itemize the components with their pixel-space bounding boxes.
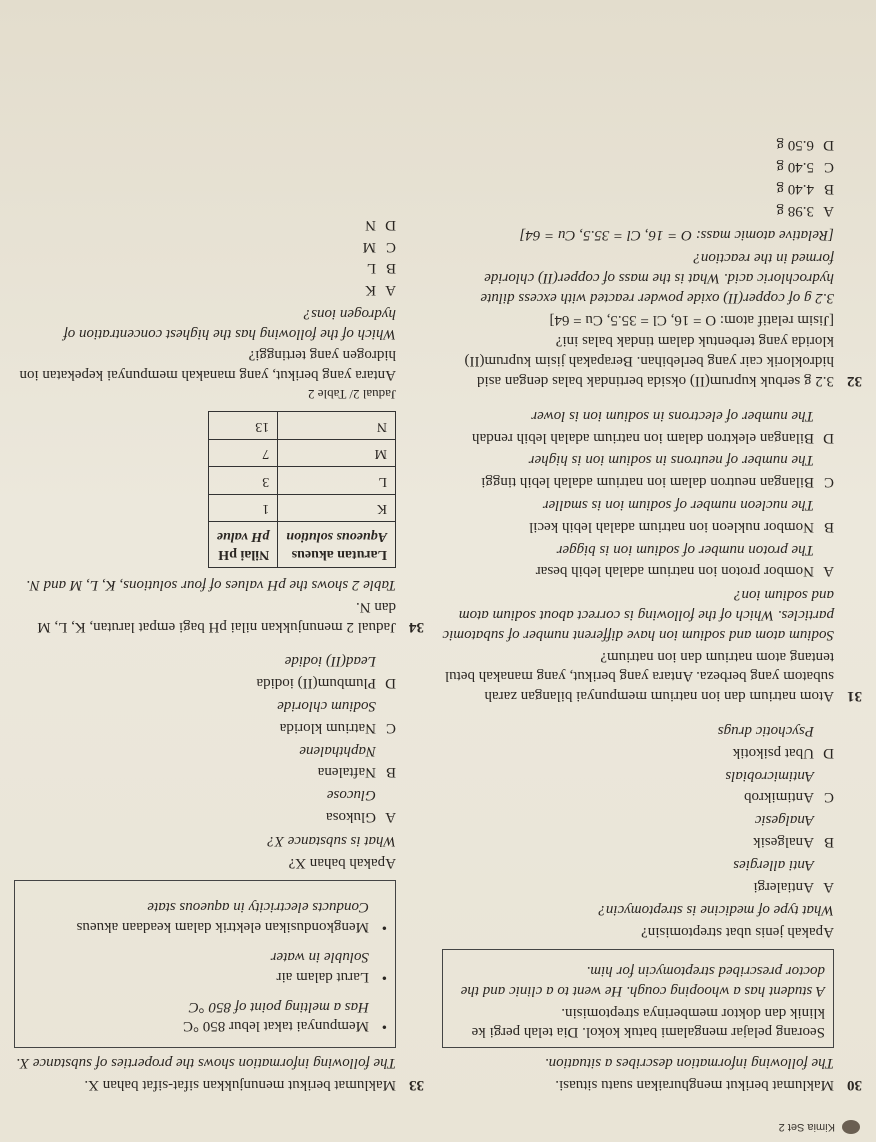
option-a-en: Glucose (326, 787, 376, 804)
option-a[interactable]: A Antialergi (753, 878, 834, 895)
property-item: • Mempunyai takat lebur 850 °C Has a melting point of 850 °C (23, 992, 387, 1036)
situation-box (442, 949, 834, 1048)
option-d-en: Lead(II) iodide (284, 653, 376, 670)
options (442, 135, 834, 220)
option-b-en: The nucleon number of sodium ion is smaller (542, 497, 814, 514)
bullet-icon: • (381, 1018, 387, 1035)
question-en: Which of the following has the highest concentration of hydrogen ions? (63, 305, 396, 342)
publisher-logo-icon (842, 1120, 860, 1134)
header-text: Kimia Set 2 (778, 1121, 835, 1134)
option-a[interactable]: A K (365, 282, 396, 299)
properties-box (14, 880, 396, 1049)
option-d[interactable]: D Ubat psikotik (732, 744, 834, 761)
option-c[interactable]: C Bilangan neutron dalam ion natrium adalah lebih tinggi (481, 474, 834, 491)
option-a[interactable]: A Glukosa (326, 809, 396, 826)
question-33 (14, 648, 424, 1094)
ph-table (208, 411, 396, 568)
question-ms: Atom natrium dan ion natrium mempunyai bilangan zarah subatom yang berbeza. Antara yang berikut, yang manakah betul tentang atom natrium dan ion natrium? (444, 648, 834, 705)
option-c-en: The number of neutrons in sodium ion is higher (528, 452, 814, 469)
question-en: What is substance X? (267, 832, 396, 849)
situation-ms: Seorang pelajar mengalami batuk kokol. Dia telah pergi ke klinik dan doktor memberinya streptomisin. (471, 1004, 825, 1041)
property-item: • Larut dalam air Soluble in water (23, 942, 387, 986)
question-30 (442, 717, 862, 1094)
options (14, 651, 396, 826)
question-number: 32 (847, 373, 862, 390)
question-number: 30 (847, 1077, 862, 1093)
table-row: M 7 (208, 439, 395, 466)
option-b[interactable]: B Naftalena (317, 764, 396, 781)
mass-en: [Relative atomic mass: O = 16, Cl = 35.5, Cu = 64] (519, 226, 834, 243)
question-ms: Apakah jenis ubat streptomisin? (641, 924, 834, 941)
intro-ms: Jadual 2 menunjukkan nilai pH bagi empat larutan, K, L, M dan N. (37, 598, 396, 635)
option-c-en: Sodium chloride (277, 698, 376, 715)
question-number: 33 (409, 1077, 424, 1093)
option-c[interactable]: C M (362, 238, 396, 255)
column-header-ph: Nilai pH pH value (208, 522, 278, 568)
option-b-en: Naphthalene (299, 742, 376, 759)
question-number: 34 (409, 618, 424, 635)
option-d[interactable]: D Plumbum(II) iodida (256, 675, 396, 692)
column-header-solution: Larutan akueus Aqueous solution (278, 522, 396, 568)
bullet-icon: • (381, 919, 387, 936)
option-b[interactable]: B L (366, 260, 396, 277)
option-b[interactable]: B 4.40 g (776, 180, 834, 197)
question-en: 3.2 g of copper(II) oxide powder reacted with excess dilute hydrochloric acid. What is the mass of copper(II) chloride formed in the reaction? (480, 250, 834, 306)
option-c-en: Antimicrobials (725, 767, 814, 784)
page-header (779, 1120, 860, 1134)
options (442, 720, 834, 895)
question-en: Sodium atom and sodium ion have different number of subatomic particles. Which of the following is correct about sodium atom and sodium ion? (442, 587, 834, 643)
question-34 (14, 212, 424, 636)
option-d[interactable]: D 6.50 g (776, 137, 834, 154)
options (14, 214, 396, 299)
mass-ms: [Jisim relatif atom: O = 16, Cl = 35.5, Cu = 64] (549, 311, 834, 328)
table-row: K 1 (208, 494, 395, 521)
table-caption: Jadual 2/ Table 2 (307, 387, 396, 403)
option-d-en: The number of electrons in sodium ion is lower (531, 407, 814, 424)
question-number: 31 (847, 688, 862, 705)
question-ms: 3.2 g serbuk kuprum(II) oksida bertindak balas dengan asid hidroklorik cair yang berlebihan. Berapakah jisim kuprum(II) klorida yang terbentuk dalam tindak balas ini? (464, 333, 834, 390)
intro-ms: Maklumat berikut menghuraikan suatu situasi. (555, 1077, 834, 1093)
intro-ms: Maklumat berikut menunjukkan sifat-sifat bahan X. (84, 1077, 396, 1093)
question-ms: Apakah bahan X? (288, 854, 396, 871)
question-en: What type of medicine is streptomycin? (598, 902, 834, 919)
question-ms: Antara yang berikut, yang manakah mempunyai kepekatan ion hidrogen yang tertinggi? (19, 347, 396, 384)
option-d-en: Psychotic drugs (717, 723, 814, 740)
property-list (23, 893, 387, 1036)
options (442, 405, 834, 580)
option-a[interactable]: A Nombor proton ion natrium adalah lebih besar (535, 563, 834, 580)
bullet-icon: • (381, 968, 387, 985)
option-a[interactable]: A 3.98 g (776, 202, 834, 219)
situation-en: A student has a whooping cough. He went to a clinic and the doctor prescribed streptomycin for him. (460, 963, 825, 999)
table-row: N 13 (208, 412, 395, 439)
option-b-en: Analgesic (754, 812, 814, 829)
table-header-row (208, 522, 395, 568)
option-c[interactable]: C Antimikrob (744, 789, 834, 806)
option-d[interactable]: D Bilangan elektron dalam ion natrium adalah lebih rendah (472, 429, 834, 446)
question-31 (442, 402, 862, 705)
intro-en: Table 2 shows the pH values of four solutions, K, L, M and N. (26, 577, 396, 594)
property-item: • Mengkondusikan elektrik dalam keadaan akueus Conducts electricity in aqueous state (23, 893, 387, 937)
option-a-en: The proton number of sodium ion is bigger (556, 541, 814, 558)
option-c[interactable]: C 5.40 g (776, 159, 834, 176)
option-d[interactable]: D N (365, 216, 396, 233)
left-column (442, 121, 862, 1094)
table-row: L 3 (208, 467, 395, 494)
option-a-en: Anti allergies (733, 856, 814, 873)
intro-en: The following information describes a situation. (544, 1055, 834, 1072)
intro-en: The following information shows the properties of substance X. (16, 1055, 396, 1072)
option-c[interactable]: C Natrium klorida (279, 719, 396, 736)
option-b[interactable]: B Nombor nukleon ion natrium adalah lebih kecil (529, 518, 834, 535)
right-column (14, 200, 424, 1094)
option-b[interactable]: B Analgesik (753, 834, 834, 851)
question-32 (442, 133, 862, 391)
